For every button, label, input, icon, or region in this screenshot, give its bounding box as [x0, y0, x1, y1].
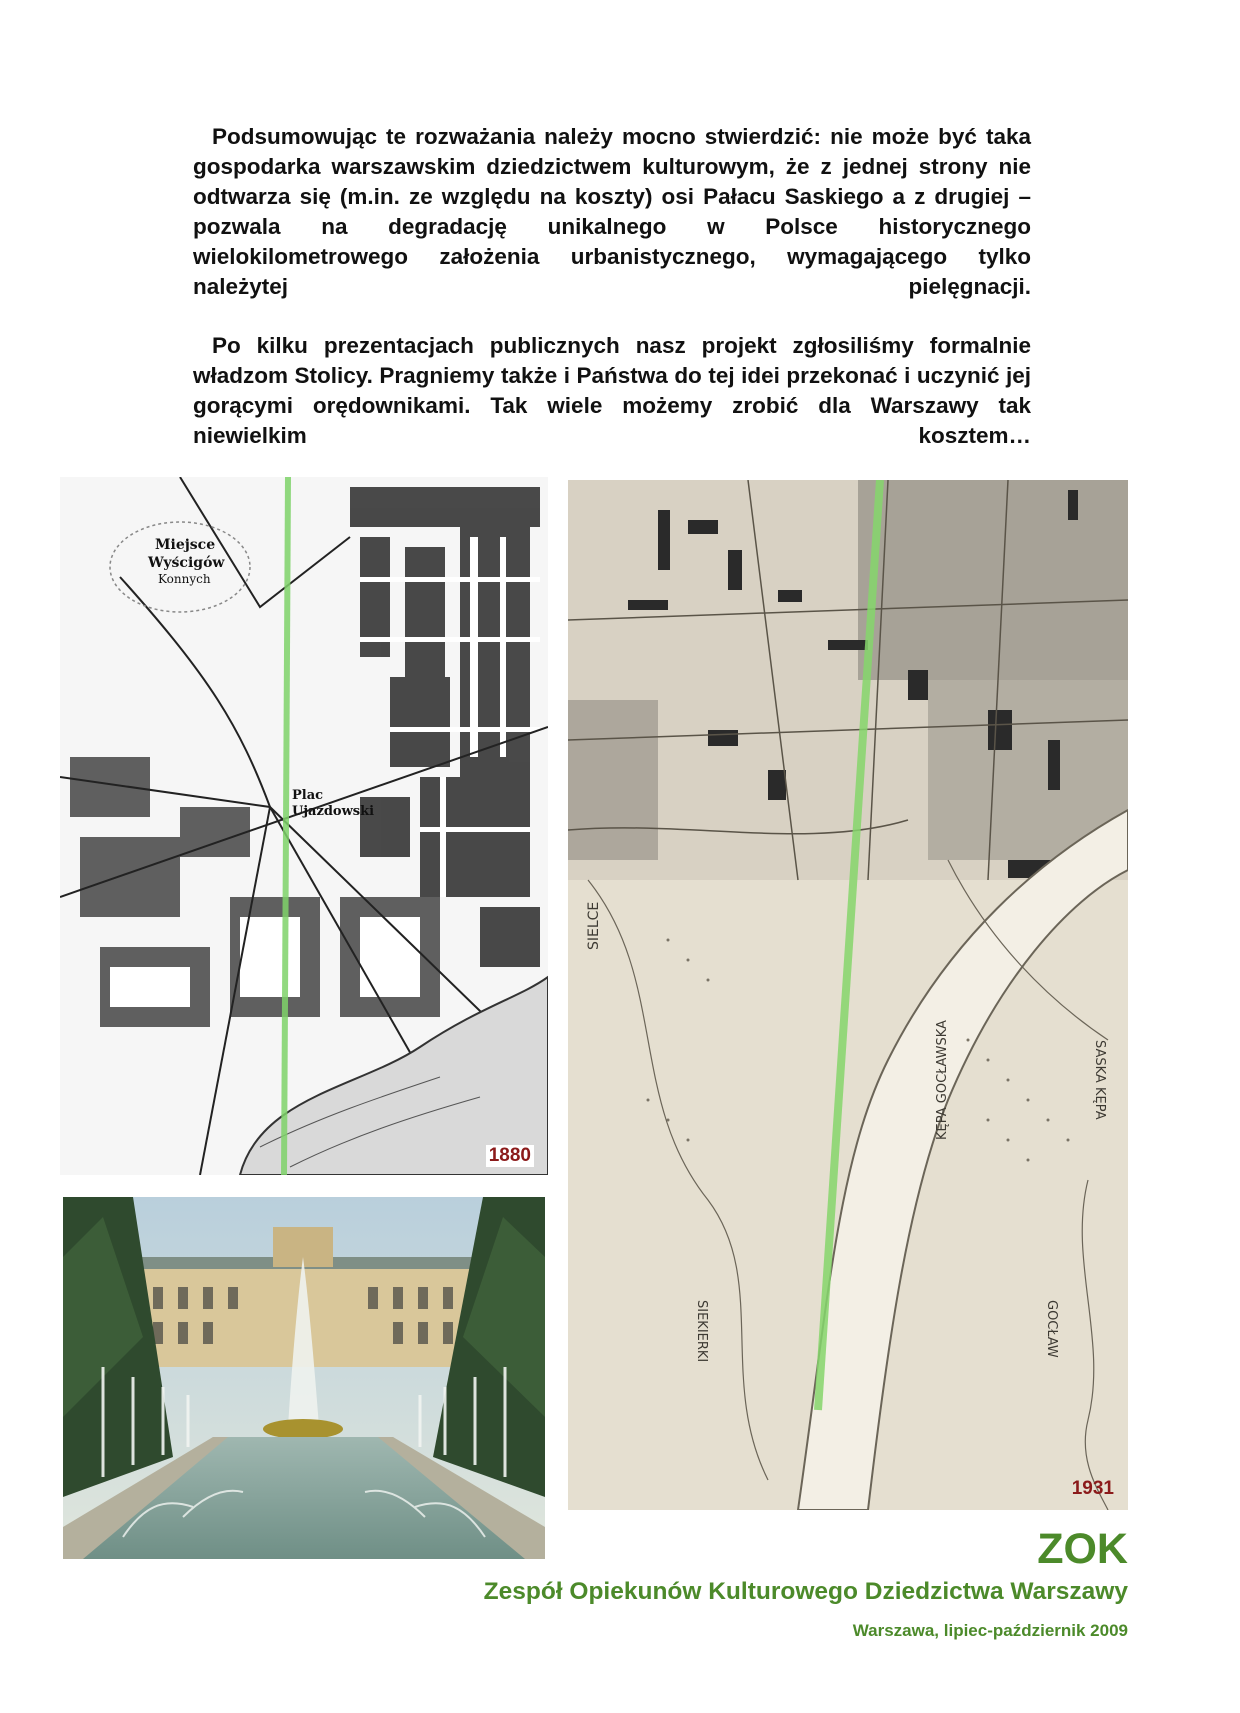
- svg-text:SASKA KĘPA: SASKA KĘPA: [1092, 1040, 1107, 1120]
- org-full-name: Zespół Opiekunów Kulturowego Dziedzictwa Warszawy: [483, 1578, 1128, 1605]
- org-short-name: ZOK: [1037, 1525, 1128, 1573]
- body-paragraph-2: [193, 331, 1031, 451]
- body-paragraph-1: [193, 122, 1031, 302]
- svg-text:Plac: Plac: [292, 788, 324, 803]
- map-1880: [60, 477, 548, 1175]
- paragraph-1-text: Podsumowując te rozważania należy mocno stwierdzić: nie może być taka gospodarka warszawskim dziedzictwem kulturowym, że z jednej strony nie odtwarza się (m.in. ze względu na koszty) osi Pałacu Saskiego a z drugiej – pozwala na degradację unikalnego w Polsce historycznego wielokilometrowego założenia urbanistycznego, wymagającego tylko należytej pielęgnacji.: [193, 124, 1031, 299]
- map-1931-year-label: 1931: [1071, 1478, 1114, 1499]
- paragraph-2-text: Po kilku prezentacjach publicznych nasz projekt zgłosiliśmy formalnie władzom Stolicy. Pragniemy także i Państwa do tej idei przekonać i uczynić jej gorącymi orędownikami. Tak wiele możemy zrobić dla Warszawy tak niewielkim kosztem…: [193, 333, 1031, 448]
- map-1880-year-label: 1880: [486, 1145, 534, 1167]
- svg-text:Miejsce: Miejsce: [155, 537, 216, 553]
- svg-text:Konnych: Konnych: [158, 572, 211, 586]
- svg-text:GOCŁAW: GOCŁAW: [1044, 1300, 1059, 1358]
- date-line: Warszawa, lipiec-październik 2009: [852, 1621, 1128, 1640]
- svg-text:SIELCE: SIELCE: [586, 901, 602, 950]
- map-1931: [568, 480, 1128, 1510]
- palace-fountain-photo: [63, 1197, 545, 1559]
- svg-text:Ujazdowski: Ujazdowski: [292, 804, 375, 819]
- svg-text:KĘPA GOCŁAWSKA: KĘPA GOCŁAWSKA: [935, 1020, 950, 1140]
- svg-text:Wyścigów: Wyścigów: [148, 555, 225, 571]
- svg-text:SIEKIERKI: SIEKIERKI: [694, 1300, 709, 1363]
